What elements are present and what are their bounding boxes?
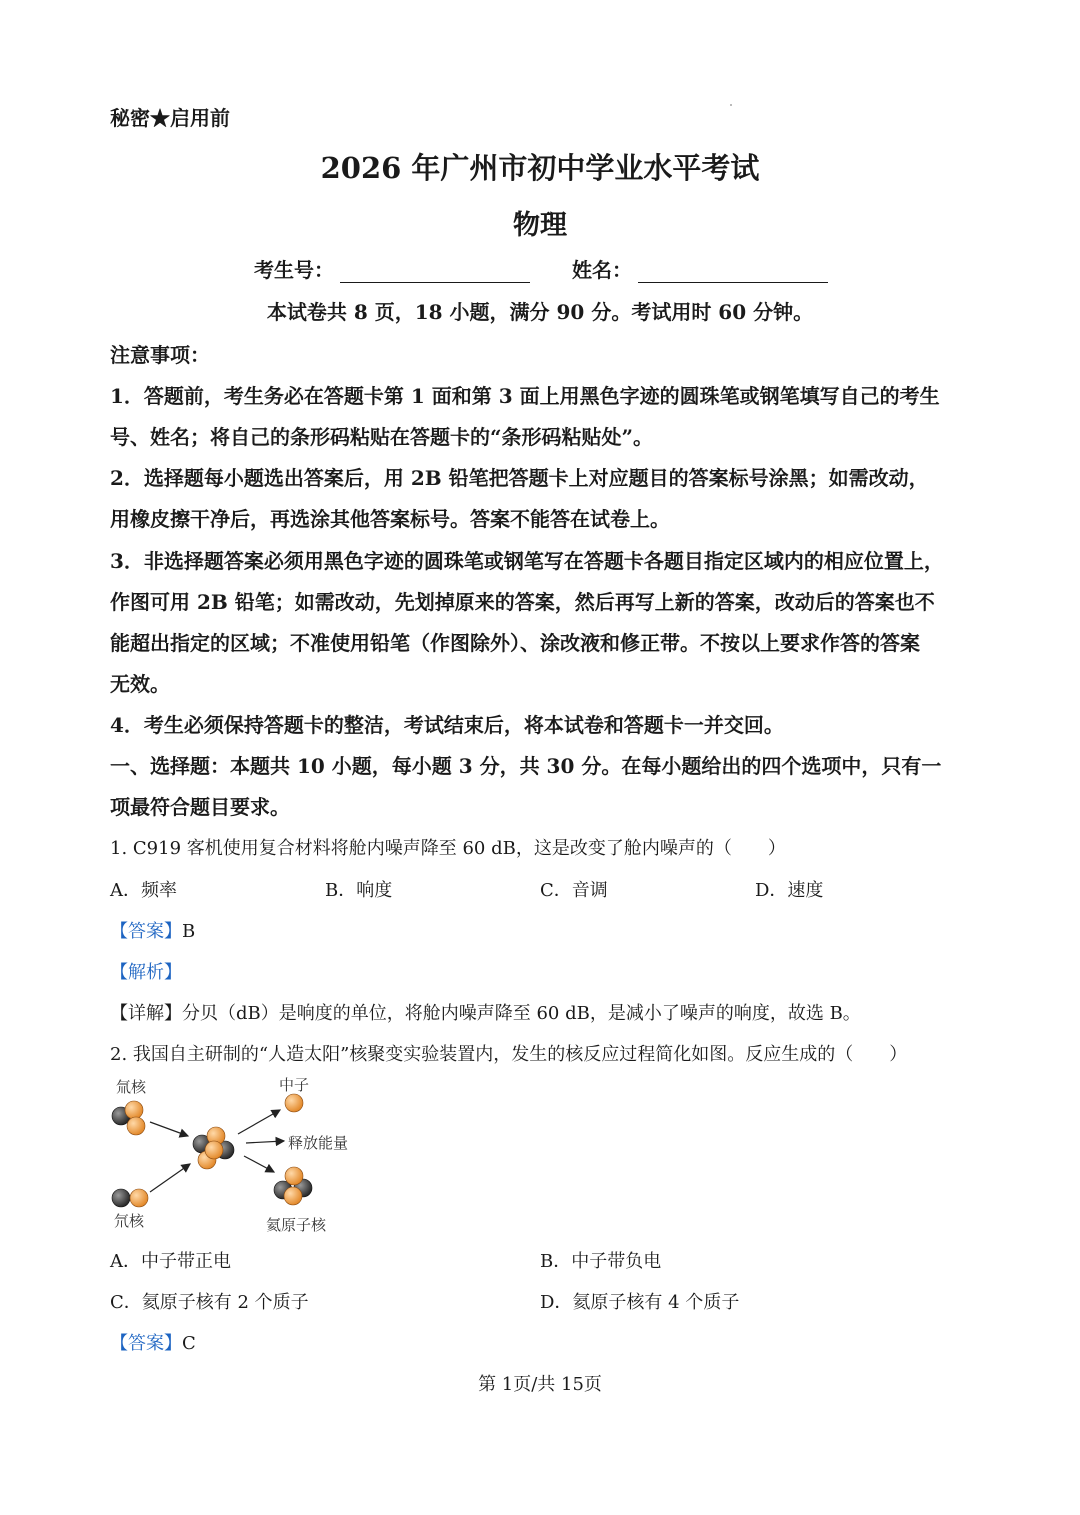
exam-number-label: 考生号： (254, 258, 334, 282)
deuterium-nucleus (112, 1189, 148, 1207)
exam-summary: 本试卷共 8 页，18 小题，满分 90 分。考试用时 60 分钟。 (266, 300, 814, 324)
arrow-deuterium-in (150, 1164, 190, 1192)
q2-option-d: D．氦原子核有 4 个质子 (540, 1292, 740, 1313)
detail-text: 分贝（dB）是响度的单位，将舱内噪声降至 60 dB，是减小了噪声的响度，故选 B。 (182, 1003, 861, 1024)
helium-label: 氦原子核 (266, 1216, 327, 1234)
page-number: 第 1页/共 15页 (478, 1374, 602, 1395)
fusion-diagram (100, 1072, 400, 1242)
deuterium-label: 氘核 (114, 1212, 145, 1230)
note-line: 2．选择题每小题选出答案后，用 2B 铅笔把答题卡上对应题目的答案标号涂黑；如需改动， (110, 466, 929, 490)
exam-title: 2026 年广州市初中学业水平考试 (320, 151, 760, 185)
detail-tag: 【详解】 (110, 1003, 182, 1024)
confidential-mark: 秘密★启用前 (110, 106, 230, 130)
exam-number-field (254, 254, 530, 283)
note-line: 3．非选择题答案必须用黑色字迹的圆珠笔或钢笔写在答题卡各题目指定区域内的相应位置上， (110, 549, 944, 573)
arrow-helium-out (244, 1156, 274, 1172)
name-field (572, 254, 828, 283)
q2-option-b: B．中子带负电 (540, 1251, 662, 1272)
note-line: 用橡皮擦干净后，再选涂其他答案标号。答案不能答在试卷上。 (110, 507, 670, 531)
tritium-nucleus (112, 1101, 145, 1135)
exam-number-blank (340, 262, 530, 283)
arrow-neutron-out (238, 1110, 280, 1134)
q1-detail (110, 999, 861, 1025)
section-heading: 项最符合题目要求。 (110, 795, 290, 819)
q1-analysis-tag: 【解析】 (110, 962, 182, 983)
note-line: 号、姓名；将自己的条形码粘贴在答题卡的“条形码粘贴处”。 (110, 425, 654, 449)
note-line: 4．考生必须保持答题卡的整洁，考试结束后，将本试卷和答题卡一并交回。 (110, 713, 784, 737)
note-line: 作图可用 2B 铅笔；如需改动，先划掉原来的答案，然后再写上新的答案，改动后的答案也不 (110, 590, 935, 614)
question-2-stem: 2. 我国自主研制的“人造太阳”核聚变实验装置内，发生的核反应过程简化如图。反应生成的（ ） (110, 1044, 908, 1065)
answer-tag: 【答案】 (110, 921, 182, 942)
tritium-label: 氚核 (116, 1078, 147, 1096)
question-1-stem: 1. C919 客机使用复合材料将舱内噪声降至 60 dB，这是改变了舱内噪声的（ ） (110, 838, 786, 859)
q1-answer (110, 917, 195, 943)
energy-label: 释放能量 (288, 1134, 349, 1152)
q1-option-d: D．速度 (755, 880, 824, 901)
name-blank (638, 262, 828, 283)
answer-value: B (182, 921, 196, 942)
answer-value: C (182, 1333, 196, 1354)
note-line: 无效。 (110, 672, 170, 696)
fusion-diagram-svg (100, 1072, 400, 1242)
name-label: 姓名： (572, 258, 632, 282)
q1-option-c: C．音调 (540, 880, 608, 901)
q2-option-c: C．氦原子核有 2 个质子 (110, 1292, 309, 1313)
section-heading: 一、选择题：本题共 10 小题，每小题 3 分，共 30 分。在每小题给出的四个选项中，只有一 (110, 754, 942, 778)
q1-option-a: A．频率 (110, 880, 177, 901)
q2-answer (110, 1329, 196, 1355)
note-line: 1．答题前，考生务必在答题卡第 1 面和第 3 面上用黑色字迹的圆珠笔或钢笔填写自己的考生 (110, 384, 940, 408)
notes-heading: 注意事项： (110, 343, 210, 367)
q1-option-b: B．响度 (325, 880, 393, 901)
compound-nucleus (193, 1127, 234, 1169)
q2-option-a: A．中子带正电 (110, 1251, 231, 1272)
note-line: 能超出指定的区域；不准使用铅笔（作图除外）、涂改液和修正带。不按以上要求作答的答案 (110, 631, 920, 655)
arrow-energy-out (246, 1141, 284, 1143)
arrow-tritium-in (150, 1122, 188, 1136)
neutron-particle (285, 1094, 303, 1112)
neutron-label: 中子 (279, 1076, 310, 1094)
answer-tag: 【答案】 (110, 1333, 182, 1354)
helium-nucleus (274, 1167, 312, 1205)
exam-subject: 物理 (513, 210, 567, 241)
scan-artifact (730, 104, 732, 106)
